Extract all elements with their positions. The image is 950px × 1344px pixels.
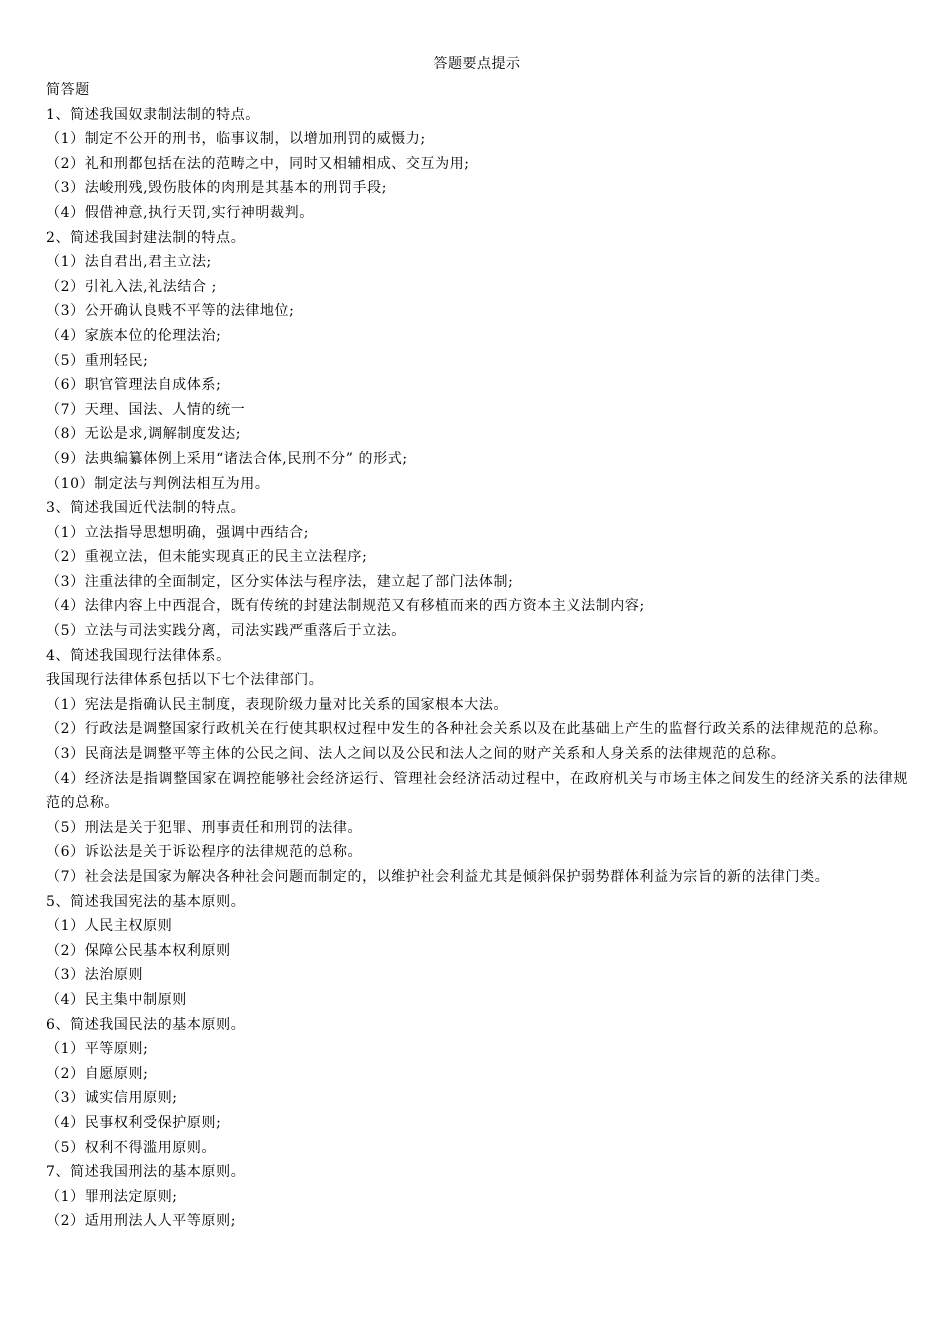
answer-item: （4）民主集中制原则 bbox=[46, 991, 187, 1008]
answer-item: （7）天理、国法、人情的统一 bbox=[46, 401, 246, 418]
answer-item: （4）经济法是指调整国家在调控能够社会经济运行、管理社会经济活动过程中，在政府机关与市场主体之间发生的经济关系的法律规范的总称。 bbox=[46, 770, 908, 812]
answer-item: （1）制定不公开的刑书，临事议制，以增加刑罚的威慑力; bbox=[46, 131, 426, 148]
answer-item: （3）公开确认良贱不平等的法律地位; bbox=[46, 303, 295, 320]
answer-item: （2）重视立法，但未能实现真正的民主立法程序; bbox=[46, 549, 368, 566]
answer-item: （5）权利不得滥用原则。 bbox=[46, 1139, 217, 1156]
answer-item: （2）适用刑法人人平等原则; bbox=[46, 1213, 237, 1230]
question-heading: 6、简述我国民法的基本原则。 bbox=[46, 1016, 246, 1033]
answer-item: （6）诉讼法是关于诉讼程序的法律规范的总称。 bbox=[46, 844, 363, 861]
question-heading: 7、简述我国刑法的基本原则。 bbox=[46, 1164, 246, 1181]
answer-item: （3）注重法律的全面制定，区分实体法与程序法，建立起了部门法体制; bbox=[46, 573, 514, 590]
answer-item: （1）平等原则; bbox=[46, 1041, 149, 1058]
intro-text: 我国现行法律体系包括以下七个法律部门。 bbox=[46, 672, 324, 689]
answer-item: （4）家族本位的伦理法治; bbox=[46, 327, 222, 344]
question-heading: 5、简述我国宪法的基本原则。 bbox=[46, 893, 246, 910]
answer-item: （1）罪刑法定原则; bbox=[46, 1188, 178, 1205]
section-heading: 简答题 bbox=[46, 82, 90, 98]
answer-item: （1）宪法是指确认民主制度，表现阶级力量对比关系的国家根本大法。 bbox=[46, 696, 509, 713]
answer-item: （2）行政法是调整国家行政机关在行使其职权过程中发生的各种社会关系以及在此基础上产生的监督行政关系的法律规范的总称。 bbox=[46, 721, 888, 738]
answer-item: （6）职官管理法自成体系; bbox=[46, 377, 222, 394]
answer-item: （1）立法指导思想明确，强调中西结合; bbox=[46, 524, 310, 541]
answer-item: （2）引礼入法,礼法结合 ; bbox=[46, 278, 217, 295]
answer-item: （8）无讼是求,调解制度发达; bbox=[46, 426, 242, 443]
document-body bbox=[46, 78, 908, 1234]
question-heading: 4、简述我国现行法律体系。 bbox=[46, 647, 231, 664]
answer-item: （1）法自君出,君主立法; bbox=[46, 254, 212, 271]
answer-item: （2）自愿原则; bbox=[46, 1065, 149, 1082]
answer-item: （5）刑法是关于犯罪、刑事责任和刑罚的法律。 bbox=[46, 819, 363, 836]
answer-item: （7）社会法是国家为解决各种社会问题而制定的，以维护社会利益尤其是倾斜保护弱势群体利益为宗旨的新的法律门类。 bbox=[46, 869, 830, 885]
answer-item: （3）诚实信用原则; bbox=[46, 1090, 178, 1107]
question-heading: 1、简述我国奴隶制法制的特点。 bbox=[46, 106, 260, 123]
answer-item: （4）假借神意,执行天罚,实行神明裁判。 bbox=[46, 204, 314, 221]
answer-item: （3）民商法是调整平等主体的公民之间、法人之间以及公民和法人之间的财产关系和人身关系的法律规范的总称。 bbox=[46, 746, 786, 763]
answer-item: （1）人民主权原则 bbox=[46, 918, 173, 935]
question-heading: 2、简述我国封建法制的特点。 bbox=[46, 229, 246, 246]
document-page bbox=[46, 52, 908, 1234]
document-title: 答题要点提示 bbox=[433, 56, 521, 72]
answer-item: （10）制定法与判例法相互为用。 bbox=[46, 475, 270, 492]
answer-item: （9）法典编纂体例上采用“诸法合体,民刑不分” 的形式; bbox=[46, 450, 408, 467]
answer-item: （4）民事权利受保护原则; bbox=[46, 1114, 222, 1131]
answer-item: （5）立法与司法实践分离，司法实践严重落后于立法。 bbox=[46, 623, 406, 640]
answer-item: （3）法治原则 bbox=[46, 967, 144, 984]
answer-item: （2）礼和刑都包括在法的范畴之中，同时又相辅相成、交互为用; bbox=[46, 155, 470, 172]
answer-item: （2）保障公民基本权利原则 bbox=[46, 942, 231, 959]
answer-item: （5）重刑轻民; bbox=[46, 352, 149, 369]
answer-item: （4）法律内容上中西混合，既有传统的封建法制规范又有移植而来的西方资本主义法制内容; bbox=[46, 598, 645, 615]
answer-item: （3）法峻刑残,毁伤肢体的肉刑是其基本的刑罚手段; bbox=[46, 180, 388, 197]
question-heading: 3、简述我国近代法制的特点。 bbox=[46, 500, 246, 517]
